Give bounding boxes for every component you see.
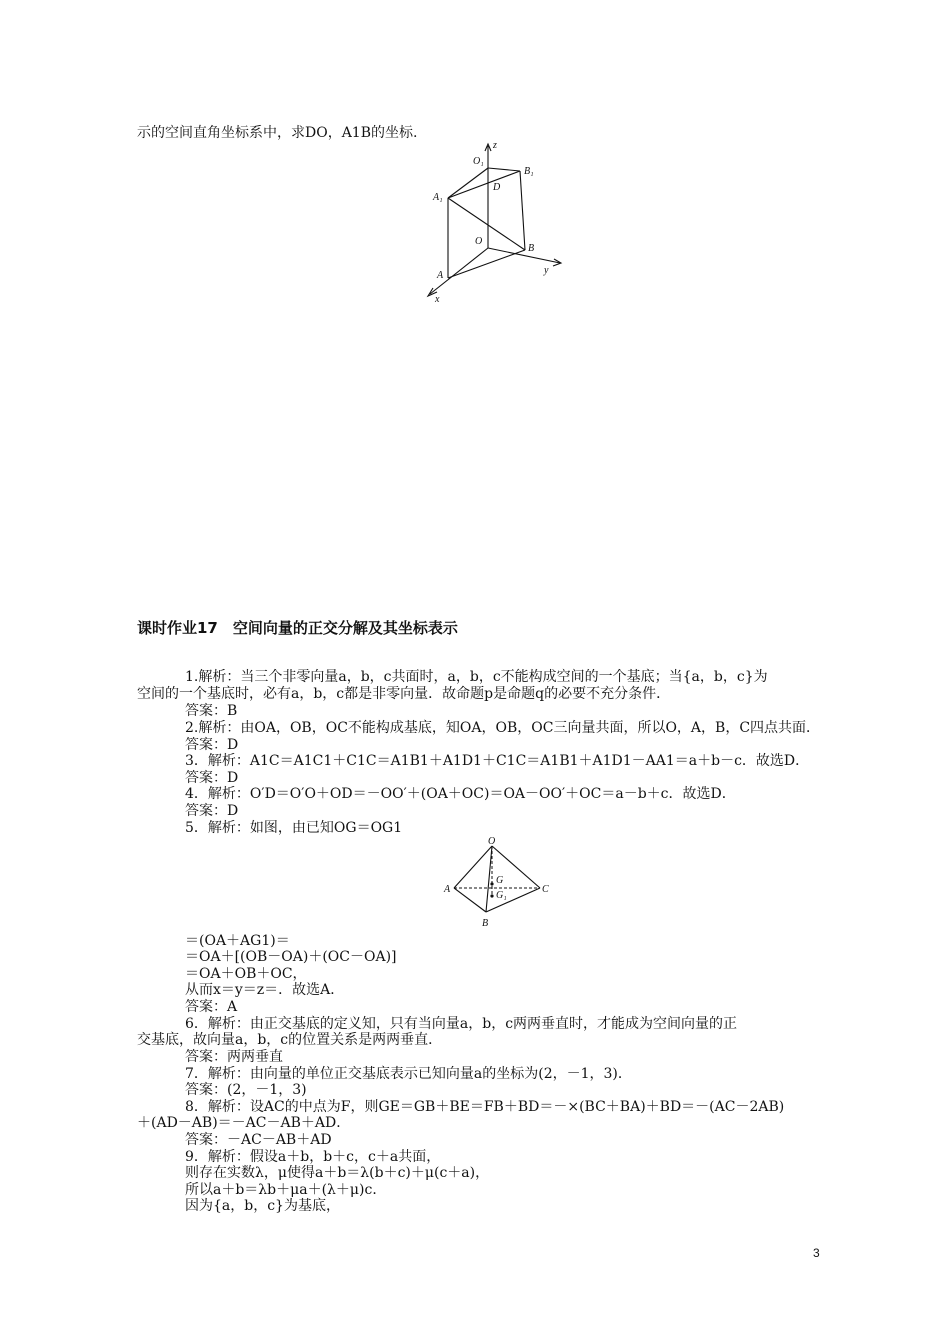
label-a: A bbox=[444, 884, 451, 895]
solution-line: 1.解析：当三个非零向量a，b，c共面时，a，b，c不能构成空间的一个基底；当{a，b，c}为 bbox=[185, 669, 768, 685]
solution-line: 答案：(2，－1，3) bbox=[185, 1082, 307, 1098]
label-o: O bbox=[488, 836, 496, 847]
label-c: C bbox=[542, 884, 549, 895]
solution-line: 交基底，故向量a，b，c的位置关系是两两垂直． bbox=[137, 1032, 443, 1048]
solution-line: 8．解析：设AC的中点为F，则GE＝GB＋BE＝FB＋BD＝－×(BC＋BA)＋BD＝－(AC－2AB) bbox=[185, 1099, 785, 1115]
solution-line: 答案：D bbox=[185, 737, 239, 753]
solution-line: 答案：两两垂直 bbox=[185, 1049, 283, 1065]
intro-line: 示的空间直角坐标系中，求DO，A1B的坐标. bbox=[137, 125, 418, 141]
page-number: 3 bbox=[813, 1246, 820, 1260]
solution-line: 从而x＝y＝z＝．故选A． bbox=[185, 982, 345, 998]
label-x: x bbox=[435, 294, 440, 305]
label-g1: G₁ bbox=[496, 890, 507, 901]
solution-line: 4．解析：O′D＝O′O＋OD＝－OO′＋(OA＋OC)＝OA－OO′＋OC＝a－b＋c．故选D． bbox=[185, 786, 736, 802]
solution-line: 则存在实数λ，μ使得a＋b＝λ(b＋c)＋μ(c＋a)， bbox=[185, 1165, 490, 1181]
label-a: A bbox=[437, 270, 444, 281]
label-o: O bbox=[475, 236, 483, 247]
coordinate-prism-figure bbox=[420, 138, 580, 308]
solution-line: 3．解析：A1C＝A1C1＋C1C＝A1B1＋A1D1＋C1C＝A1B1＋A1D1－AA1＝a＋b－c．故选D． bbox=[185, 753, 810, 769]
solution-line: 空间的一个基底时，必有a，b，c都是非零向量．故命题p是命题q的必要不充分条件． bbox=[137, 686, 671, 702]
solution-line: ＝OA＋OB＋OC， bbox=[185, 966, 307, 982]
solution-line: 所以a＋b＝λb＋μa＋(λ＋μ)c． bbox=[185, 1182, 387, 1198]
label-b: B bbox=[528, 243, 535, 254]
solution-line: 5．解析：如图，由已知OG＝OG1 bbox=[185, 820, 403, 836]
solution-line: 7．解析：由向量的单位正交基底表示已知向量a的坐标为(2，－1，3)． bbox=[185, 1066, 632, 1082]
tetrahedron-figure bbox=[440, 836, 560, 931]
solution-line: 6．解析：由正交基底的定义知，只有当向量a，b，c两两垂直时，才能成为空间向量的正 bbox=[185, 1016, 738, 1032]
solution-line: ＝OA＋[(OB－OA)＋(OC－OA)] bbox=[185, 949, 397, 965]
section-title: 课时作业17 空间向量的正交分解及其坐标表示 bbox=[137, 619, 458, 637]
label-a1: A₁ bbox=[433, 192, 443, 203]
label-z: z bbox=[493, 140, 497, 151]
solution-line: 答案：D bbox=[185, 803, 239, 819]
label-g: G bbox=[496, 875, 504, 886]
label-b: B bbox=[482, 918, 489, 929]
solution-line: 答案：A bbox=[185, 999, 238, 1015]
solution-line: 9．解析：假设a＋b，b＋c，c＋a共面， bbox=[185, 1149, 441, 1165]
solution-line: 因为{a，b，c}为基底， bbox=[185, 1198, 340, 1214]
solution-line: 答案：－AC－AB＋AD bbox=[185, 1132, 332, 1148]
solution-line: ＝(OA＋AG1)＝ bbox=[185, 933, 290, 949]
solution-line: ＋(AD－AB)＝－AC－AB＋AD． bbox=[137, 1115, 351, 1131]
solution-line: 答案：B bbox=[185, 703, 238, 719]
label-y: y bbox=[544, 265, 549, 276]
label-o1: O₁ bbox=[473, 156, 484, 167]
label-d: D bbox=[493, 182, 501, 193]
label-b1: B₁ bbox=[524, 166, 534, 177]
solution-line: 2.解析：由OA，OB，OC不能构成基底，知OA，OB，OC三向量共面，所以O，A，B，C四点共面． bbox=[185, 720, 821, 736]
solution-line: 答案：D bbox=[185, 770, 239, 786]
